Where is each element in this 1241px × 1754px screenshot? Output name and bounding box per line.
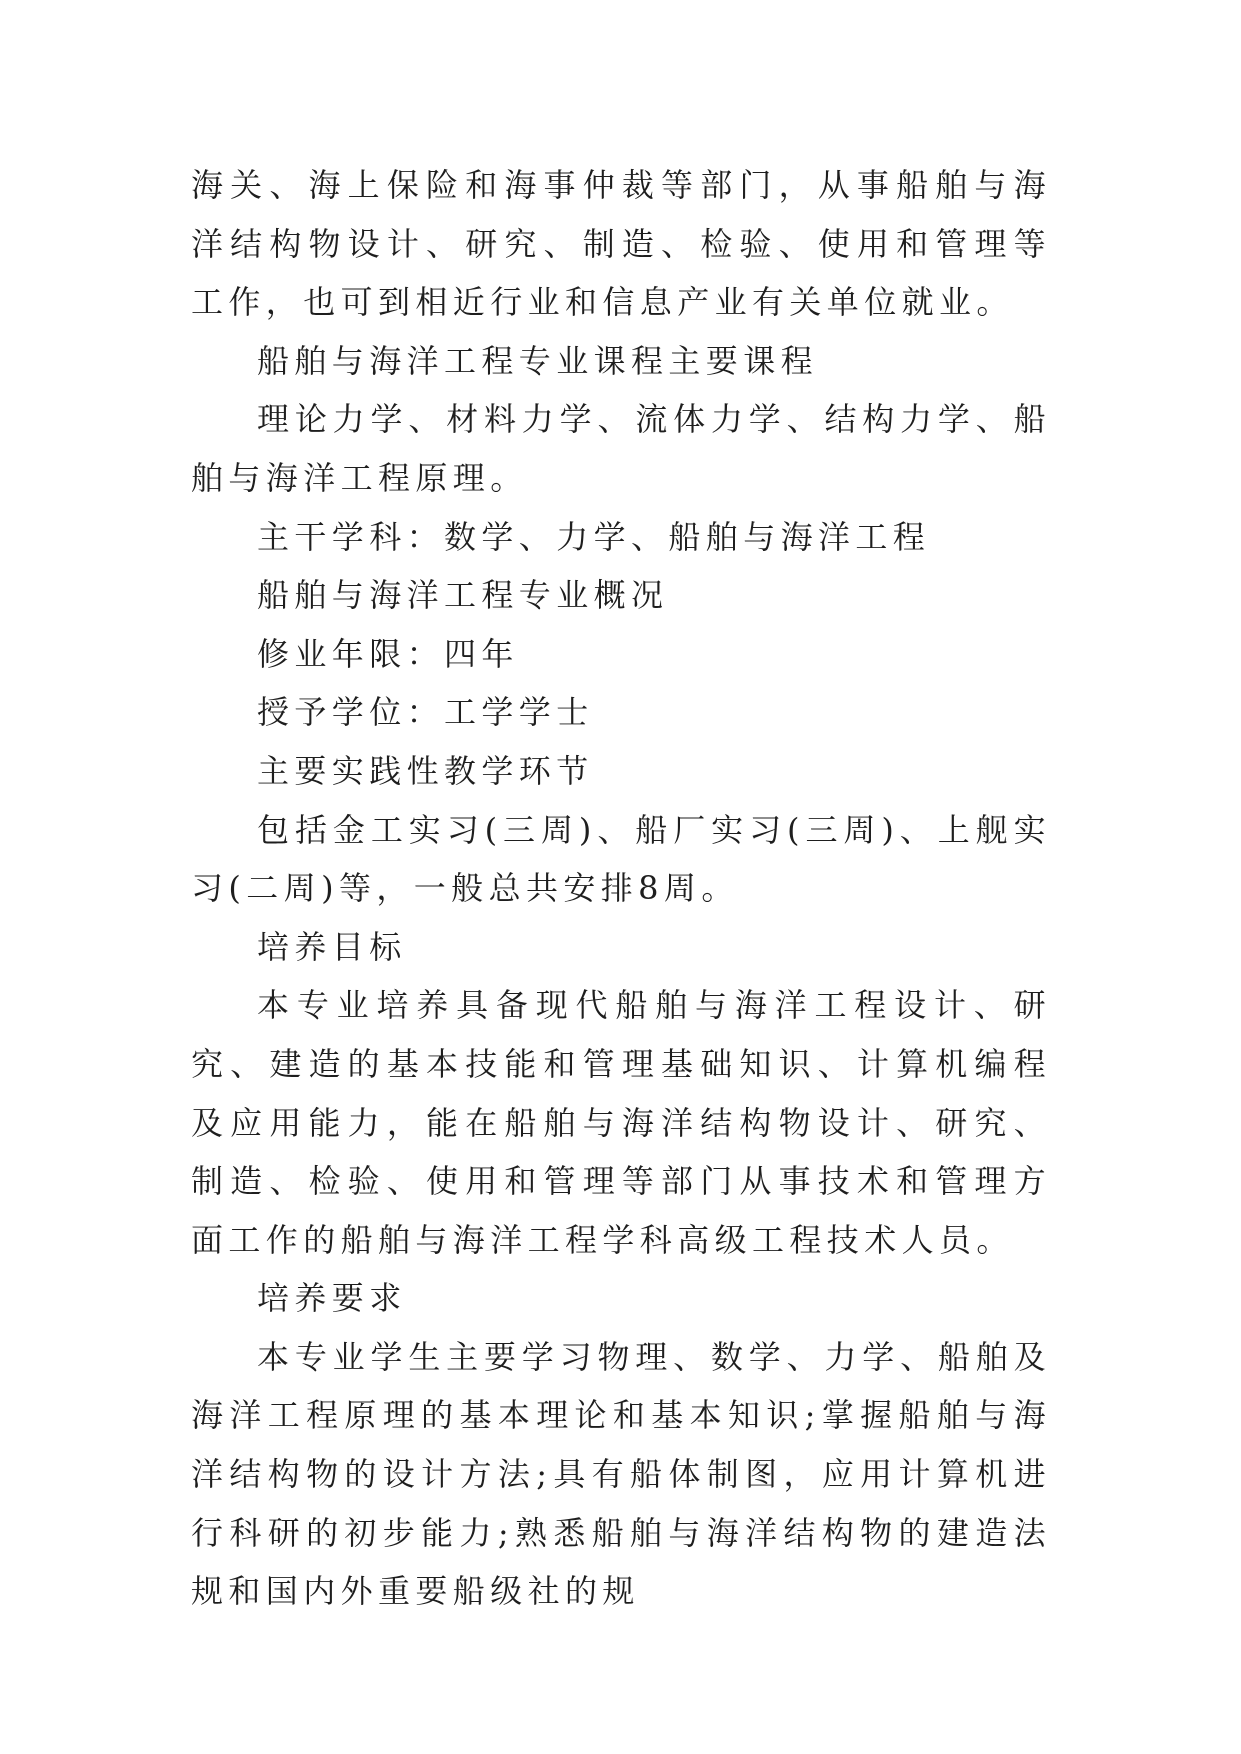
paragraph-degree: 授予学位：工学学士 — [257, 693, 594, 732]
paragraph-duration: 修业年限：四年 — [257, 634, 519, 673]
paragraph-core-disciplines: 主干学科：数学、力学、船舶与海洋工程 — [257, 517, 931, 556]
heading-training-objective: 培养目标 — [257, 927, 407, 966]
heading-training-requirements: 培养要求 — [257, 1279, 407, 1318]
paragraph-practical-teaching: 包括金工实习(三周)、船厂实习(三周)、上舰实习(二周)等，一般总共安排8周。 — [191, 810, 1051, 908]
heading-main-courses: 船舶与海洋工程专业课程主要课程 — [257, 341, 819, 380]
paragraph-main-courses: 理论力学、材料力学、流体力学、结构力学、船舶与海洋工程原理。 — [191, 400, 1051, 497]
paragraph-training-objective: 本专业培养具备现代船舶与海洋工程设计、研究、建造的基本技能和管理基础知识、计算机编程及应用能力，能在船舶与海洋结构物设计、研究、制造、检验、使用和管理等部门从事技术和管理方面工作的船舶与海洋工程学科高级工程技术人员。 — [191, 986, 1051, 1259]
heading-major-overview: 船舶与海洋工程专业概况 — [257, 576, 669, 615]
paragraph-training-requirements: 本专业学生主要学习物理、数学、力学、船舶及海洋工程原理的基本理论和基本知识;掌握船舶与海洋结构物的设计方法;具有船体制图，应用计算机进行科研的初步能力;熟悉船舶与海洋结构物的建造法规和国内外重要船级社的规 — [191, 1337, 1051, 1611]
paragraph-employment-continued: 海关、海上保险和海事仲裁等部门，从事船舶与海洋结构物设计、研究、制造、检验、使用和管理等工作，也可到相近行业和信息产业有关单位就业。 — [191, 166, 1051, 322]
heading-practical-teaching: 主要实践性教学环节 — [257, 751, 594, 790]
document-body — [191, 156, 1051, 1621]
